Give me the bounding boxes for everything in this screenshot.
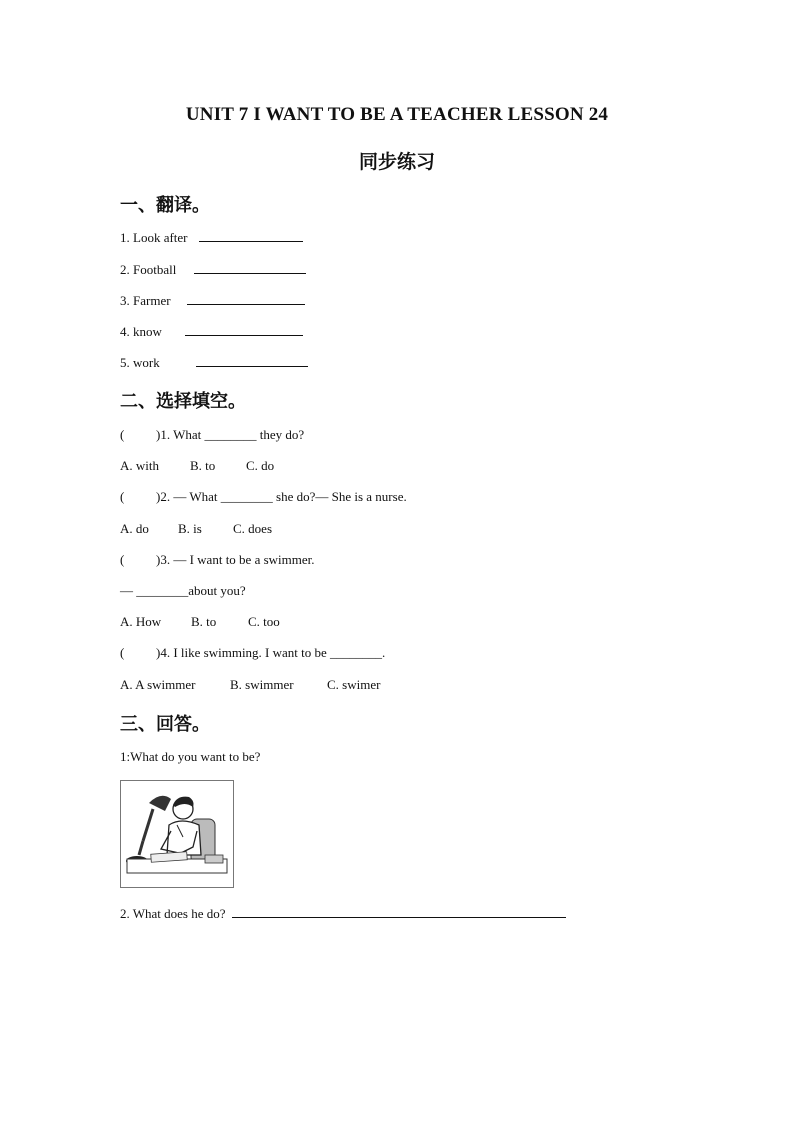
translate-item-5: [120, 354, 308, 371]
choice-question-2: ( )2. — What ________ she do?— She is a nurse.: [120, 489, 407, 504]
answer-blank[interactable]: [194, 261, 306, 274]
option-b: B. is: [178, 521, 202, 536]
option-a: A. A swimmer: [120, 677, 196, 692]
fill-blank: ________: [330, 645, 383, 660]
answer-blank[interactable]: [199, 229, 303, 242]
option-a: A. How: [120, 614, 162, 629]
option-b: B. to: [190, 458, 216, 473]
translate-item-label: 4. know: [120, 324, 162, 339]
answer-blank[interactable]: [185, 323, 303, 336]
answer-blank[interactable]: [196, 354, 308, 367]
choice-question-3-line2: — ________about you?: [120, 583, 246, 598]
translate-item-label: 2. Football: [120, 262, 177, 277]
translate-item-label: 3. Farmer: [120, 293, 171, 308]
answer-bracket[interactable]: (: [120, 645, 125, 660]
translate-item-label: 1. Look after: [120, 230, 188, 245]
fill-blank: ________: [204, 427, 257, 442]
option-a: A. do: [120, 521, 149, 536]
choice-options-4: [120, 677, 380, 693]
page-title: UNIT 7 I WANT TO BE A TEACHER LESSON 24: [185, 104, 609, 125]
option-c: C. do: [246, 458, 275, 473]
answer-bracket[interactable]: (: [120, 489, 125, 504]
section-2-heading: 二、选择填空。: [120, 391, 246, 411]
translate-item-2: [120, 261, 306, 278]
option-c: C. swimer: [327, 677, 381, 692]
translate-item-label: 5. work: [120, 355, 160, 370]
choice-options-1: [120, 458, 274, 474]
man-at-desk-drawing: [121, 781, 233, 887]
option-a: A. with: [120, 458, 159, 473]
man-at-desk-illustration: [120, 780, 234, 888]
option-b: B. swimmer: [230, 677, 294, 692]
option-b: B. to: [191, 614, 217, 629]
choice-question-3: ( )3. — I want to be a swimmer.: [120, 552, 315, 567]
option-c: C. does: [233, 521, 272, 536]
section-1-heading: 一、翻译。: [120, 195, 210, 215]
page-subtitle: 同步练习: [358, 152, 435, 173]
translate-item-3: [120, 292, 305, 309]
answer-line[interactable]: [232, 905, 566, 918]
choice-options-3: [120, 614, 280, 630]
section-3-heading: 三、回答。: [120, 714, 210, 734]
option-c: C. too: [248, 614, 280, 629]
answer-bracket[interactable]: (: [120, 427, 125, 442]
translate-item-1: [120, 229, 303, 246]
answer-question-2: 2. What does he do?: [120, 905, 566, 922]
fill-blank: ________: [136, 583, 189, 598]
fill-blank: ________: [220, 489, 273, 504]
choice-question-1: ( )1. What ________ they do?: [120, 427, 305, 442]
answer-blank[interactable]: [187, 292, 305, 305]
translate-item-4: [120, 323, 303, 340]
choice-question-4: ( )4. I like swimming. I want to be ________.: [120, 645, 386, 660]
answer-bracket[interactable]: (: [120, 552, 125, 567]
choice-options-2: [120, 521, 272, 537]
answer-question-1: 1:What do you want to be?: [120, 749, 261, 764]
